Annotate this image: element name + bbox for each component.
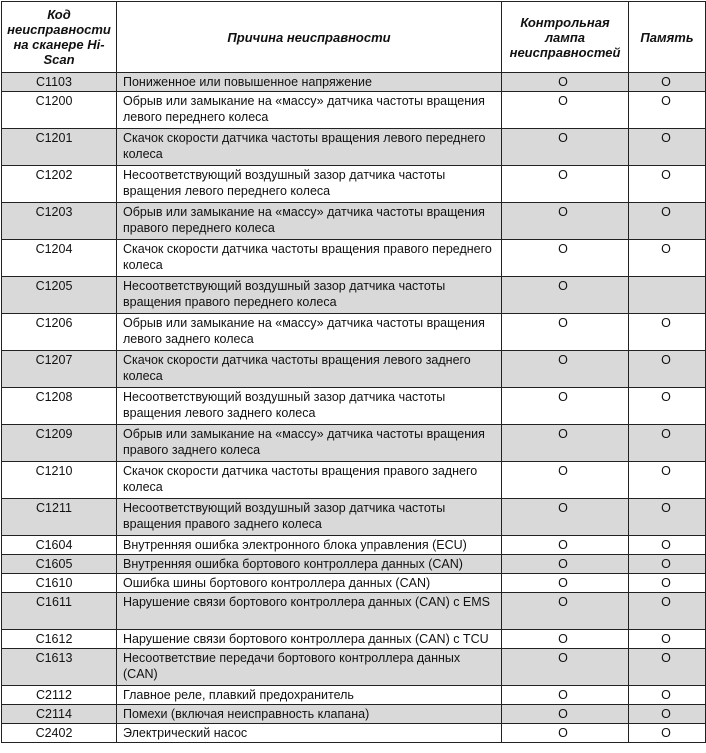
memory-mark-cell: O bbox=[629, 499, 706, 536]
memory-mark-cell: O bbox=[629, 203, 706, 240]
lamp-mark-cell: O bbox=[502, 686, 629, 705]
lamp-mark-cell: O bbox=[502, 388, 629, 425]
table-row bbox=[2, 705, 706, 724]
lamp-mark-cell: O bbox=[502, 555, 629, 574]
cause-cell: Нарушение связи бортового контроллера данных (CAN) с EMS bbox=[117, 593, 502, 630]
cause-cell: Обрыв или замыкание на «массу» датчика частоты вращения левого переднего колеса bbox=[117, 92, 502, 129]
lamp-mark-cell: O bbox=[502, 536, 629, 555]
code-cell: C1605 bbox=[2, 555, 117, 574]
memory-mark-cell: O bbox=[629, 705, 706, 724]
code-cell: C1207 bbox=[2, 351, 117, 388]
header-row bbox=[2, 2, 706, 73]
memory-mark-cell: O bbox=[629, 630, 706, 649]
cause-cell: Скачок скорости датчика частоты вращения правого заднего колеса bbox=[117, 462, 502, 499]
lamp-mark-cell: O bbox=[502, 462, 629, 499]
memory-mark-cell: O bbox=[629, 314, 706, 351]
cause-cell: Внутренняя ошибка бортового контроллера данных (CAN) bbox=[117, 555, 502, 574]
cause-cell: Электрический насос bbox=[117, 724, 502, 743]
lamp-mark-cell: O bbox=[502, 314, 629, 351]
lamp-mark-cell: O bbox=[502, 499, 629, 536]
lamp-mark-cell: O bbox=[502, 203, 629, 240]
lamp-mark-cell: O bbox=[502, 649, 629, 686]
memory-mark-cell: O bbox=[629, 555, 706, 574]
table-row bbox=[2, 92, 706, 129]
table-row bbox=[2, 314, 706, 351]
code-cell: C1103 bbox=[2, 73, 117, 92]
code-cell: C2112 bbox=[2, 686, 117, 705]
code-cell: C1611 bbox=[2, 593, 117, 630]
cause-cell: Несоответствующий воздушный зазор датчика частоты вращения правого переднего колеса bbox=[117, 277, 502, 314]
lamp-mark-cell: O bbox=[502, 425, 629, 462]
lamp-mark-cell: O bbox=[502, 277, 629, 314]
code-cell: C2114 bbox=[2, 705, 117, 724]
cause-cell: Скачок скорости датчика частоты вращения левого переднего колеса bbox=[117, 129, 502, 166]
code-cell: C2402 bbox=[2, 724, 117, 743]
cause-cell: Внутренняя ошибка электронного блока управления (ECU) bbox=[117, 536, 502, 555]
lamp-mark-cell: O bbox=[502, 630, 629, 649]
memory-mark-cell: O bbox=[629, 649, 706, 686]
table-row bbox=[2, 351, 706, 388]
lamp-mark-cell: O bbox=[502, 73, 629, 92]
lamp-mark-cell: O bbox=[502, 351, 629, 388]
lamp-mark-cell: O bbox=[502, 705, 629, 724]
table-body bbox=[2, 73, 706, 743]
cause-cell: Обрыв или замыкание на «массу» датчика частоты вращения правого переднего колеса bbox=[117, 203, 502, 240]
memory-mark-cell: O bbox=[629, 593, 706, 630]
cause-cell: Пониженное или повышенное напряжение bbox=[117, 73, 502, 92]
code-cell: C1204 bbox=[2, 240, 117, 277]
memory-mark-cell: O bbox=[629, 686, 706, 705]
code-cell: C1203 bbox=[2, 203, 117, 240]
table-row bbox=[2, 425, 706, 462]
table-row bbox=[2, 388, 706, 425]
code-cell: C1209 bbox=[2, 425, 117, 462]
memory-mark-cell: O bbox=[629, 425, 706, 462]
cause-cell: Несоответствующий воздушный зазор датчика частоты вращения левого заднего колеса bbox=[117, 388, 502, 425]
table-row bbox=[2, 499, 706, 536]
header-memory: Память bbox=[629, 2, 706, 73]
cause-cell: Нарушение связи бортового контроллера данных (CAN) с TCU bbox=[117, 630, 502, 649]
cause-cell: Несоответствующий воздушный зазор датчика частоты вращения правого заднего колеса bbox=[117, 499, 502, 536]
code-cell: C1200 bbox=[2, 92, 117, 129]
table-row bbox=[2, 536, 706, 555]
page bbox=[0, 1, 706, 753]
diagnostic-codes-table bbox=[1, 1, 706, 743]
code-cell: C1208 bbox=[2, 388, 117, 425]
cause-cell: Обрыв или замыкание на «массу» датчика частоты вращения правого заднего колеса bbox=[117, 425, 502, 462]
memory-mark-cell: O bbox=[629, 388, 706, 425]
header-cause: Причина неисправности bbox=[117, 2, 502, 73]
code-cell: C1610 bbox=[2, 574, 117, 593]
lamp-mark-cell: O bbox=[502, 166, 629, 203]
table-row bbox=[2, 630, 706, 649]
memory-mark-cell: O bbox=[629, 129, 706, 166]
table-row bbox=[2, 277, 706, 314]
memory-mark-cell: O bbox=[629, 724, 706, 743]
table-header bbox=[2, 2, 706, 73]
table-row bbox=[2, 649, 706, 686]
table-row bbox=[2, 166, 706, 203]
code-cell: C1612 bbox=[2, 630, 117, 649]
cause-cell: Ошибка шины бортового контроллера данных (CAN) bbox=[117, 574, 502, 593]
header-lamp: Контрольная лампа неисправностей bbox=[502, 2, 629, 73]
lamp-mark-cell: O bbox=[502, 129, 629, 166]
cause-cell: Главное реле, плавкий предохранитель bbox=[117, 686, 502, 705]
table-row bbox=[2, 240, 706, 277]
header-code: Код неисправности на сканере Hi-Scan bbox=[2, 2, 117, 73]
code-cell: C1604 bbox=[2, 536, 117, 555]
code-cell: C1205 bbox=[2, 277, 117, 314]
code-cell: C1211 bbox=[2, 499, 117, 536]
memory-mark-cell: O bbox=[629, 92, 706, 129]
code-cell: C1201 bbox=[2, 129, 117, 166]
table-row bbox=[2, 724, 706, 743]
code-cell: C1206 bbox=[2, 314, 117, 351]
table-row bbox=[2, 73, 706, 92]
cause-cell: Скачок скорости датчика частоты вращения правого переднего колеса bbox=[117, 240, 502, 277]
table-row bbox=[2, 686, 706, 705]
table-row bbox=[2, 574, 706, 593]
memory-mark-cell: O bbox=[629, 73, 706, 92]
lamp-mark-cell: O bbox=[502, 92, 629, 129]
cause-cell: Обрыв или замыкание на «массу» датчика частоты вращения левого заднего колеса bbox=[117, 314, 502, 351]
memory-mark-cell: O bbox=[629, 574, 706, 593]
cause-cell: Скачок скорости датчика частоты вращения левого заднего колеса bbox=[117, 351, 502, 388]
table-row bbox=[2, 593, 706, 630]
lamp-mark-cell: O bbox=[502, 724, 629, 743]
code-cell: C1202 bbox=[2, 166, 117, 203]
table-row bbox=[2, 203, 706, 240]
memory-mark-cell: O bbox=[629, 536, 706, 555]
cause-cell: Помехи (включая неисправность клапана) bbox=[117, 705, 502, 724]
memory-mark-cell: O bbox=[629, 240, 706, 277]
cause-cell: Несоответствие передачи бортового контроллера данных (CAN) bbox=[117, 649, 502, 686]
memory-mark-cell: O bbox=[629, 351, 706, 388]
lamp-mark-cell: O bbox=[502, 240, 629, 277]
memory-mark-cell: O bbox=[629, 462, 706, 499]
memory-mark-cell bbox=[629, 277, 706, 314]
memory-mark-cell: O bbox=[629, 166, 706, 203]
table-row bbox=[2, 462, 706, 499]
code-cell: C1613 bbox=[2, 649, 117, 686]
cause-cell: Несоответствующий воздушный зазор датчика частоты вращения левого переднего колеса bbox=[117, 166, 502, 203]
code-cell: C1210 bbox=[2, 462, 117, 499]
table-row bbox=[2, 129, 706, 166]
lamp-mark-cell: O bbox=[502, 574, 629, 593]
table-row bbox=[2, 555, 706, 574]
lamp-mark-cell: O bbox=[502, 593, 629, 630]
